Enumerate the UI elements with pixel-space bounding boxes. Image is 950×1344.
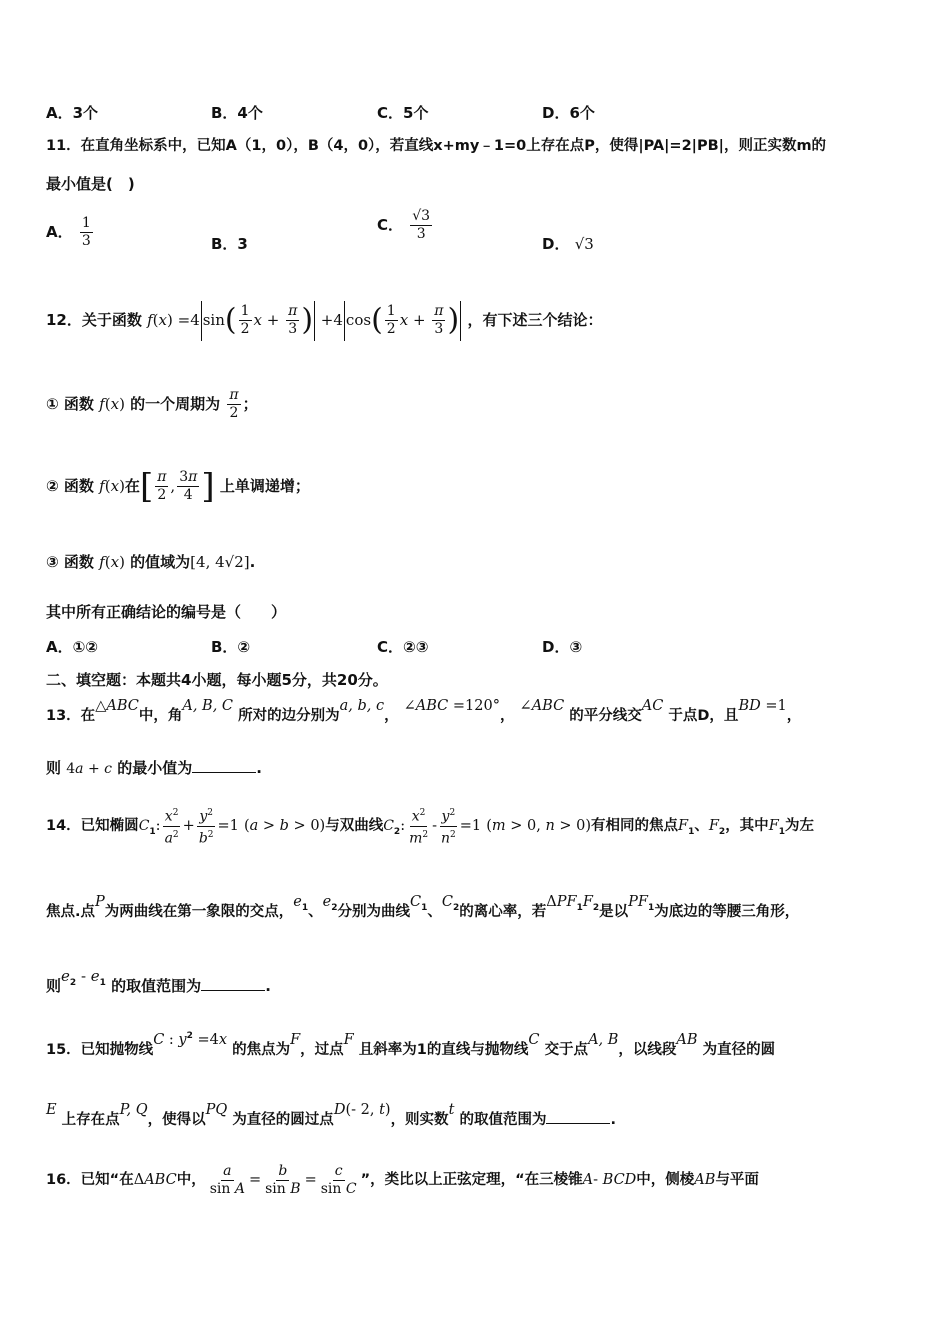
q14-l2f: 的离心率，若 [459,904,547,920]
q14-l3c: . [265,977,271,995]
q15-t7: 为直径的圆 [702,1041,776,1058]
q14-t2: 与双曲线 [325,818,384,834]
q10-option-c: C．5个 [377,104,429,122]
q14-l2g: 是以 [599,904,629,920]
q15-l2b: ，使得以 [147,1112,206,1128]
q11-option-b: B．3 [211,235,248,253]
q16-t2: 中， [176,1172,206,1188]
q12-c1-end: ； [242,395,258,413]
q14-t1: 14．已知椭圆 [46,818,139,834]
q16-t1: 16．已知“在 [46,1172,134,1188]
q12-c3-pre: ③ 函数 [46,553,94,571]
q15-t6: ，以线段 [618,1041,677,1058]
q12-option-a: A．①② [46,638,99,656]
q11-option-a [46,215,95,250]
q15-l2a: 上存在点 [61,1112,120,1128]
q14-l2e: 、 [427,904,442,920]
q14-line2: 焦点.点P为两曲线在第一象限的交点，$e_1$、$e_2$分别为曲线$C_1$、$C_2$的离心率，若$\Delta PF_1F_2$是以$PF_1$为底边的等腰三角形， [46,894,800,920]
q12-option-b: B．② [211,638,251,656]
q14-line1: 14．已知椭圆$C_1$: $\frac{x^2}{a^2}$ + $\frac{y^2}{b^2}$ =1 (a > b > 0)与双曲线$C_2$: $\frac{x^2}{m^2}$ - $\frac{y^2}{n^2}$ =1 (m > 0, n > 0)有相同的焦点$F_1$、$F_2$，其中$F_1$为左 [46,802,814,856]
q12-conclusion-2: ② 函数 f(x)在[ $\frac{\pi}{2}$ , $\frac{3\pi}{4}$ ] 上单调递增； [46,466,310,507]
q15-t1: 15．已知抛物线 [46,1041,154,1058]
q11-stem-line1: 11．在直角坐标系中，已知A（1，0），B（4，0），若直线x+my﹣1=0上存在点P，使得|PA|=2|PB|，则正实数m的 [46,138,827,154]
q13-line1: 13．在△ABC中，角A, B, C 所对的边分别为a, b, c， ∠ABC =120°， ∠ABC 的平分线交AC 于点D，且BD =1， [46,698,802,724]
q13-t1: 13．在 [46,708,96,724]
q14-answer-blank[interactable] [201,976,265,991]
q15-t3: ，过点 [300,1041,344,1058]
q11-option-d-label: D． [542,235,570,253]
q16-t3: ”，类比以上正弦定理，“在三棱锥 [360,1172,583,1188]
q14-t6: 为左 [785,818,815,834]
q13-l2c: . [256,759,262,777]
section-2-heading: 二、填空题：本题共4小题，每小题5分，共20分。 [46,671,388,689]
q16-t4: 中，侧棱 [636,1172,695,1188]
q15-answer-blank[interactable] [546,1109,610,1124]
q12-c3-mid: 的值域为 [130,553,191,571]
q15-l2c: 为直径的圆过点 [232,1112,334,1128]
q12-ask: 其中所有正确结论的编号是（ ） [46,603,287,621]
q12-stem: 12．关于函数 f(x) =4 sin( $\frac{1}{2}$ x + $\frac{\pi}{3}$ ) +4 cos( $\frac{1}{2}$ x + $\frac{\pi}{3}$ ) ，有下述三个结论： [46,296,602,344]
q14-l2b: 为两曲线在第一象限的交点， [104,904,294,920]
q12-c2-end: 上单调递增； [219,477,310,495]
q13-t6: 的平分线交 [569,708,642,724]
q11-option-c [377,208,434,243]
q15-line2: E 上存在点P, Q，使得以PQ 为直径的圆过点D(- 2, t)，则实数t 的取值范围为 . [46,1102,616,1128]
q11-option-d [542,233,594,254]
q14-l2h: 为底边的等腰三角形， [654,904,800,920]
q15-l2e: 的取值范围为 [459,1112,547,1128]
q13-t8: ， [786,708,802,724]
q14-l2c: 、 [308,904,323,920]
q12-conclusion-3: ③ 函数 f(x) 的值域为[4, 4√2]. [46,553,256,571]
q15-line1: 15．已知抛物线C : $y^2 =4x$ 的焦点为F，过点F 且斜率为1的直线与抛物线C 交于点A, B，以线段AB 为直径的圆 [46,1031,776,1058]
q14-t3: 有相同的焦点 [591,818,679,834]
q12-conclusion-1: ① 函数 f(x) 的一个周期为 $\frac{\pi}{2}$ ； [46,387,258,421]
q12-c2-mid: 在 [124,477,140,495]
q16-line1: 16．已知“在ΔABC中， $\frac{a}{\text{sin A}}$ = $\frac{b}{\text{sin B}}$ = $\frac{c}{\text{sin C}}$ ”，类比以上正弦定理，“在三棱锥A- BCD中，侧棱AB与平面 [46,1162,759,1197]
q13-l2a: 则 [46,759,62,777]
q12-c3-end: . [249,553,256,571]
q13-answer-blank[interactable] [192,758,256,773]
q14-l2a: 焦点.点 [46,904,96,920]
q12-suffix: ，有下述三个结论： [467,311,603,329]
q10-option-d: D．6个 [542,104,595,122]
q13-t2: 中，角 [138,708,183,724]
q14-l2d: 分别为曲线 [337,904,410,920]
q16-t5: 与平面 [715,1172,759,1188]
q14-l3a: 则 [46,977,62,995]
q15-l2d: ，则实数 [390,1112,449,1128]
q12-c1-pre: ① 函数 [46,395,94,413]
q11-option-a-frac: $\frac{1}{3}$ [81,215,91,249]
q14-t4: 、 [694,818,709,834]
q14-l3b: 的取值范围为 [111,977,202,995]
q15-t5: 交于点 [544,1041,589,1058]
q12-option-c: C．②③ [377,638,429,656]
q11-option-c-frac: $\frac{√3}{3}$ [412,208,431,242]
q15-t2: 的焦点为 [232,1041,291,1058]
q11-option-a-label: A． [46,223,73,241]
q13-t7: 于点D，且 [668,708,739,724]
q12-formula: f [147,311,153,329]
q14-t5: ，其中 [725,818,769,834]
q13-t5: ， [499,708,515,724]
q13-t4: ， [384,708,399,724]
q12-prefix: 12．关于函数 [46,311,142,329]
q14-line3: 则$e_2 - e_1$ 的取值范围为 . [46,967,271,995]
q11-stem-line2: 最小值是( ) [46,175,135,193]
q11-option-c-label: C． [377,216,404,234]
q10-option-b: B．4个 [211,104,263,122]
q12-c2-pre: ② 函数 [46,477,94,495]
q13-l2b: 的最小值为 [117,759,193,777]
q12-option-d: D．③ [542,638,583,656]
q15-l2f: . [610,1112,616,1128]
q11-option-d-value: √3 [574,235,594,253]
q15-t4: 且斜率为1的直线与抛物线 [358,1041,529,1058]
q10-option-a: A．3个 [46,104,99,122]
q13-line2: 则 4a + c 的最小值为 . [46,759,262,777]
q13-t3: 所对的边分别为 [238,708,340,724]
q12-c1-mid: 的一个周期为 [130,395,221,413]
